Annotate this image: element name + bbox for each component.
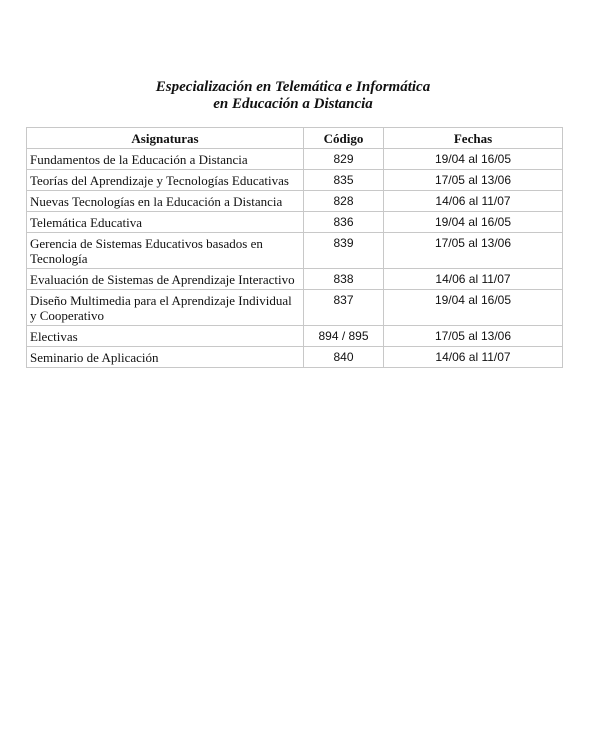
subject-cell: Electivas	[27, 326, 304, 347]
page-title	[0, 79, 586, 113]
table-header-row	[27, 128, 563, 149]
dates-cell: 14/06 al 11/07	[384, 347, 563, 368]
dates-cell: 17/05 al 13/06	[384, 326, 563, 347]
dates-cell: 14/06 al 11/07	[384, 191, 563, 212]
code-cell: 839	[304, 233, 384, 269]
code-cell: 837	[304, 290, 384, 326]
subject-cell: Evaluación de Sistemas de Aprendizaje Interactivo	[27, 269, 304, 290]
code-cell: 828	[304, 191, 384, 212]
header-dates: Fechas	[384, 128, 563, 149]
subject-cell: Teorías del Aprendizaje y Tecnologías Educativas	[27, 170, 304, 191]
code-cell: 836	[304, 212, 384, 233]
dates-cell: 19/04 al 16/05	[384, 149, 563, 170]
dates-cell: 19/04 al 16/05	[384, 212, 563, 233]
table-row	[27, 290, 563, 326]
subject-cell: Fundamentos de la Educación a Distancia	[27, 149, 304, 170]
header-subject: Asignaturas	[27, 128, 304, 149]
code-cell: 835	[304, 170, 384, 191]
code-cell: 894 / 895	[304, 326, 384, 347]
courses-table	[26, 127, 563, 368]
dates-cell: 17/05 al 13/06	[384, 233, 563, 269]
table-row	[27, 212, 563, 233]
table-row	[27, 233, 563, 269]
subject-cell: Seminario de Aplicación	[27, 347, 304, 368]
title-line-2: en Educación a Distancia	[213, 96, 373, 112]
table-row	[27, 149, 563, 170]
table-row	[27, 347, 563, 368]
code-cell: 840	[304, 347, 384, 368]
dates-cell: 14/06 al 11/07	[384, 269, 563, 290]
subject-cell: Diseño Multimedia para el Aprendizaje Individual y Cooperativo	[27, 290, 304, 326]
subject-cell: Nuevas Tecnologías en la Educación a Distancia	[27, 191, 304, 212]
table-row	[27, 269, 563, 290]
table-row	[27, 191, 563, 212]
code-cell: 829	[304, 149, 384, 170]
code-cell: 838	[304, 269, 384, 290]
table-row	[27, 170, 563, 191]
title-line-1: Especialización en Telemática e Informática	[155, 79, 431, 95]
dates-cell: 17/05 al 13/06	[384, 170, 563, 191]
header-code: Código	[304, 128, 384, 149]
table-row	[27, 326, 563, 347]
subject-cell: Gerencia de Sistemas Educativos basados en Tecnología	[27, 233, 304, 269]
subject-cell: Telemática Educativa	[27, 212, 304, 233]
dates-cell: 19/04 al 16/05	[384, 290, 563, 326]
